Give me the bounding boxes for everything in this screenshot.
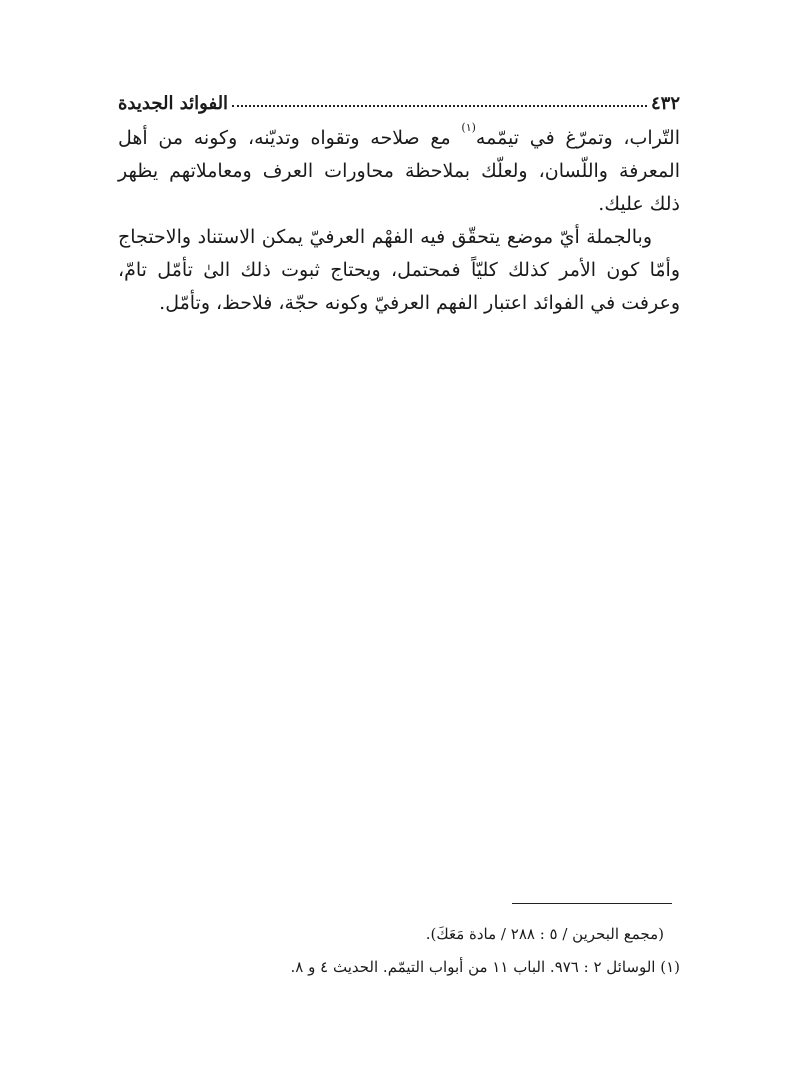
running-title: الفوائد الجديدة [118, 93, 229, 114]
paragraph-1-rest: مع صلاحه وتقواه وتديّنه، وكونه من أهل المعرفة واللّسان، ولعلّك بملاحظة محاورات العرف ومعاملاتهم يظهر ذلك عليك. [118, 127, 680, 215]
main-text [118, 122, 680, 320]
footnote-source: (مجمع البحرين / ٥ : ٢٨٨ / مادة مَعَكَ). [425, 925, 664, 943]
paragraph-2: وبالجملة أيّ موضع يتحقّق فيه الفهْم العرفيّ يمكن الاستناد والاحتجاج وأمّا كون الأمر كذلك كليّاً فمحتمل، ويحتاج ثبوت ذلك الىٰ تأمّل تامّ، وعرفت في الفوائد اعتبار الفهم العرفيّ وكونه حجّة، فلاحظ، وتأمّل. [118, 226, 680, 314]
paragraph-1-start: التّراب، وتمرّغ في تيمّمه [475, 127, 680, 149]
footnote-marker[interactable]: (١) [461, 121, 476, 134]
footnote-separator [512, 903, 672, 904]
paragraph-1 [118, 122, 680, 221]
footnote-1: (١) الوسائل ٢ : ٩٧٦. الباب ١١ من أبواب التيمّم. الحديث ٤ و ٨. [290, 958, 680, 976]
footnotes [118, 918, 680, 984]
page-number: ٤٣٢ [650, 93, 680, 114]
header-dot-leader [232, 105, 647, 107]
running-header [118, 84, 680, 114]
